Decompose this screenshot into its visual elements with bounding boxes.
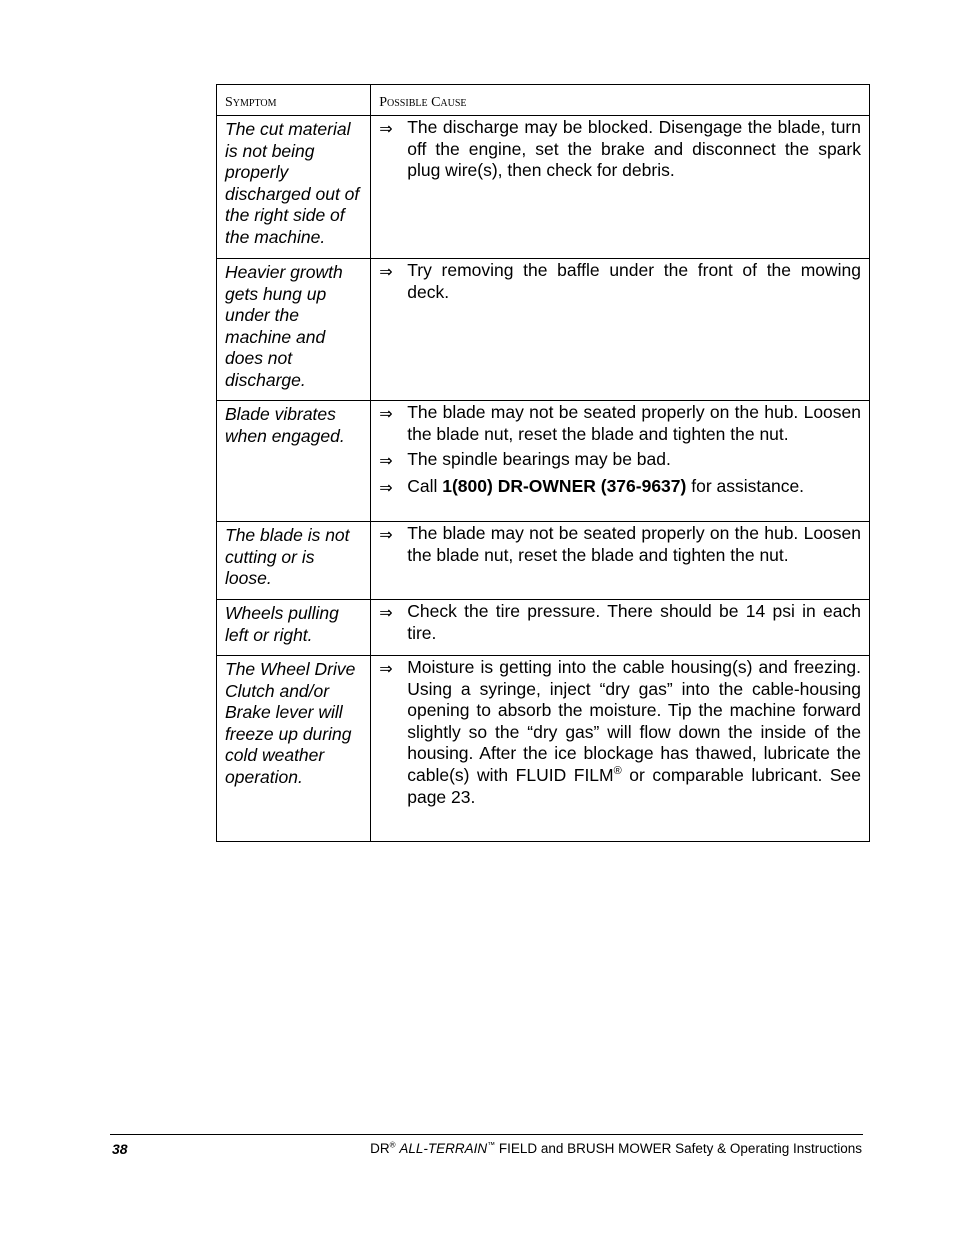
cause-cell xyxy=(371,522,870,600)
cause-item: ⇒ The spindle bearings may be bad. xyxy=(379,449,671,471)
symptom-cell: The blade is not cutting or is loose. xyxy=(217,522,371,600)
cause-item: ⇒ Moisture is getting into the cable housing(s) and freezing. Using a syringe, inject “dry gas” into the cable-housing opening to absorb the moisture. Tip the machine forward slightly so the “dry gas” will flow down the inside of the housing. After the ice blockage has thawed, lubricate the cable(s) with FLUID FILM® or comparable lubricant. See page 23. xyxy=(379,657,862,807)
symptom-cell: Heavier growth gets hung up under the machine and does not discharge. xyxy=(217,259,371,401)
registered-mark: ® xyxy=(613,765,622,778)
cause-cell xyxy=(371,401,870,522)
arrow-icon: ⇒ xyxy=(379,659,393,678)
table-row xyxy=(217,259,870,401)
table-row xyxy=(217,600,870,656)
symptom-cell: Wheels pulling left or right. xyxy=(217,600,371,656)
symptom-cell: The Wheel Drive Clutch and/or Brake lever will freeze up during cold weather operation. xyxy=(217,656,371,842)
cause-item: ⇒ The blade may not be seated properly on the hub. Loosen the blade nut, reset the blade and tighten the nut. xyxy=(379,523,861,565)
table-header-row xyxy=(217,85,870,116)
cause-item: ⇒ Check the tire pressure. There should be 14 psi in each tire. xyxy=(379,601,861,643)
page-number: 38 xyxy=(112,1141,128,1157)
troubleshooting-table xyxy=(216,84,870,842)
arrow-icon: ⇒ xyxy=(379,404,393,423)
cause-cell xyxy=(371,600,870,656)
table-row xyxy=(217,116,870,259)
arrow-icon: ⇒ xyxy=(379,119,393,138)
cause-item: ⇒ Try removing the baffle under the front of the mowing deck. xyxy=(379,260,861,302)
footer-title: DR® ALL-TERRAIN™ FIELD and BRUSH MOWER Safety & Operating Instructions xyxy=(370,1140,862,1156)
cause-cell xyxy=(371,259,870,401)
cause-item: ⇒ The blade may not be seated properly on the hub. Loosen the blade nut, reset the blade and tighten the nut. xyxy=(379,402,861,444)
table-row xyxy=(217,522,870,600)
cause-cell xyxy=(371,656,870,842)
phone-number: 1(800) DR-OWNER (376-9637) xyxy=(442,475,687,496)
arrow-icon: ⇒ xyxy=(379,525,393,544)
footer-divider xyxy=(110,1134,863,1135)
symptom-header: Symptom xyxy=(217,85,371,116)
table-row xyxy=(217,656,870,842)
arrow-icon: ⇒ xyxy=(379,477,393,497)
table-row xyxy=(217,401,870,522)
symptom-cell: Blade vibrates when engaged. xyxy=(217,401,371,522)
arrow-icon: ⇒ xyxy=(379,262,393,281)
cause-cell xyxy=(371,116,870,259)
possible-cause-header: Possible Cause xyxy=(371,85,870,116)
cause-item: ⇒ The discharge may be blocked. Disengage the blade, turn off the engine, set the brake and disconnect the spark plug wire(s), then check for debris. xyxy=(379,117,861,181)
symptom-cell: The cut material is not being properly discharged out of the right side of the machine. xyxy=(217,116,371,259)
cause-item: ⇒ Call 1(800) DR-OWNER (376-9637) for assistance. xyxy=(379,475,805,497)
arrow-icon: ⇒ xyxy=(379,451,393,471)
arrow-icon: ⇒ xyxy=(379,603,393,622)
